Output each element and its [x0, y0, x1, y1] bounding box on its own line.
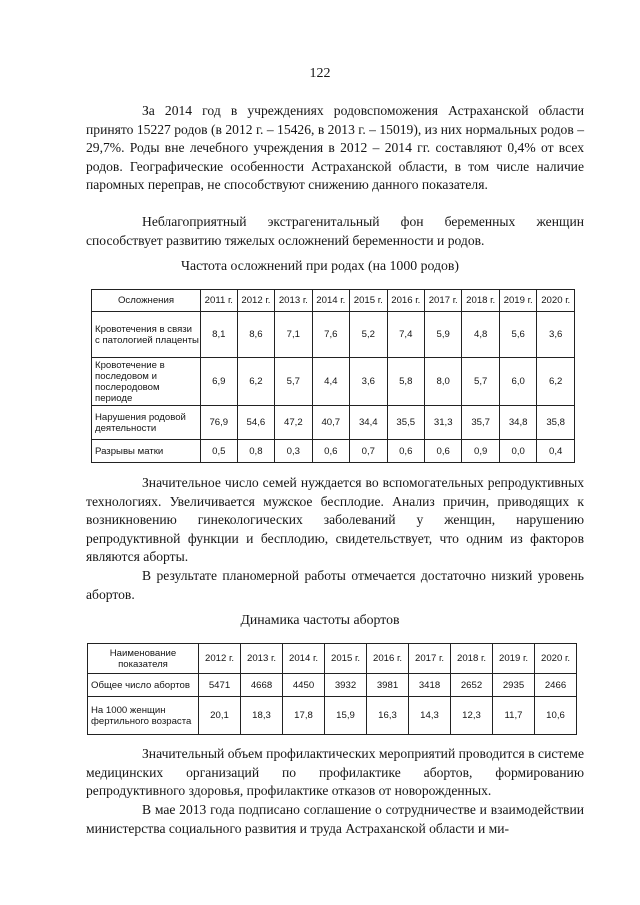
table-cell: 31,3 [424, 406, 461, 440]
table-cell: 14,3 [409, 697, 451, 735]
row-label: Кровотечения в связи с патологией плаценты [92, 312, 201, 358]
table-cell: 3932 [325, 674, 367, 697]
table-cell: 0,0 [499, 440, 536, 463]
table2-year-header: 2014 г. [283, 644, 325, 674]
paragraph-abortion-level: В результате планомерной работы отмечается достаточно низкий уровень абортов. [86, 568, 584, 602]
table-row [88, 697, 577, 735]
table-cell: 5,6 [499, 312, 536, 358]
table-cell: 4,8 [462, 312, 499, 358]
table-cell: 0,3 [275, 440, 312, 463]
table-cell: 8,1 [201, 312, 238, 358]
table1-year-header: 2018 г. [462, 290, 499, 312]
table-row [92, 358, 575, 406]
table-cell: 5471 [199, 674, 241, 697]
table1-caption: Частота осложнений при родах (на 1000 родов) [180, 258, 460, 273]
table1-year-header: 2013 г. [275, 290, 312, 312]
table1-header-row [92, 290, 575, 312]
table-cell: 7,1 [275, 312, 312, 358]
page-number: 122 [309, 66, 331, 81]
table-cell: 0,4 [537, 440, 575, 463]
table1-corner-header: Осложнения [92, 290, 201, 312]
table-cell: 12,3 [451, 697, 493, 735]
table-cell: 8,0 [424, 358, 461, 406]
paragraph-agreement: В мае 2013 года подписано соглашение о сотрудничестве и взаимодействии министерства социального развития и труда Астраханской области и ми- [86, 802, 584, 836]
table-cell: 3,6 [350, 358, 387, 406]
table2-year-header: 2019 г. [493, 644, 535, 674]
table-cell: 2652 [451, 674, 493, 697]
table-cell: 8,6 [237, 312, 274, 358]
paragraph-prevention: Значительный объем профилактических мероприятий проводится в системе медицинских организаций по профилактике абортов, формированию репродуктивного здоровья, профилактике отказов от новорожденных. [86, 746, 584, 799]
table-cell: 3,6 [537, 312, 575, 358]
table2-year-header: 2012 г. [199, 644, 241, 674]
table-cell: 11,7 [493, 697, 535, 735]
table-cell: 35,7 [462, 406, 499, 440]
table2-year-header: 2018 г. [451, 644, 493, 674]
row-label: На 1000 женщин фертильного возраста [88, 697, 199, 735]
paragraph-births: За 2014 год в учреждениях родовспоможения Астраханской области принято 15227 родов (в 2012 г. – 15426, в 2013 г. – 15019), из них нормальных родов – 29,7%. Роды вне лечебного учреждения в 2012 – 2014 гг. составляют 0,4% от всех родов. Географические особенности Астраханской области, в том числе наличие паромных переправ, не способствуют снижению данного показателя. [86, 103, 584, 193]
table-cell: 5,2 [350, 312, 387, 358]
row-label: Разрывы матки [92, 440, 201, 463]
table-cell: 10,6 [535, 697, 577, 735]
table2-year-header: 2016 г. [367, 644, 409, 674]
row-label: Нарушения родовой деятельности [92, 406, 201, 440]
table-row [92, 440, 575, 463]
table2-year-header: 2017 г. [409, 644, 451, 674]
table-cell: 2935 [493, 674, 535, 697]
table-cell: 18,3 [241, 697, 283, 735]
table-cell: 0,9 [462, 440, 499, 463]
table-cell: 4,4 [312, 358, 349, 406]
table-cell: 3981 [367, 674, 409, 697]
table1-year-header: 2015 г. [350, 290, 387, 312]
table1-year-header: 2014 г. [312, 290, 349, 312]
table1-year-header: 2019 г. [499, 290, 536, 312]
paragraph-extragenital: Неблагоприятный экстрагенитальный фон беременных женщин способствует развитию тяжелых осложнений беременности и родов. [86, 214, 584, 248]
table1-year-header: 2017 г. [424, 290, 461, 312]
table-cell: 0,5 [201, 440, 238, 463]
table-cell: 7,4 [387, 312, 424, 358]
table-cell: 5,7 [275, 358, 312, 406]
table2-header-row [88, 644, 577, 674]
table-cell: 6,0 [499, 358, 536, 406]
table-cell: 35,8 [537, 406, 575, 440]
abortion-table [87, 643, 577, 735]
table-cell: 34,4 [350, 406, 387, 440]
table2-caption: Динамика частоты абортов [240, 612, 400, 627]
table-cell: 5,7 [462, 358, 499, 406]
table2-year-header: 2013 г. [241, 644, 283, 674]
table-cell: 0,7 [350, 440, 387, 463]
row-label: Кровотечение в последовом и послеродовом периоде [92, 358, 201, 406]
table-cell: 2466 [535, 674, 577, 697]
table-cell: 34,8 [499, 406, 536, 440]
table-cell: 5,9 [424, 312, 461, 358]
table1-year-header: 2012 г. [237, 290, 274, 312]
table-cell: 6,9 [201, 358, 238, 406]
table-cell: 3418 [409, 674, 451, 697]
table-cell: 4450 [283, 674, 325, 697]
table2-year-header: 2020 г. [535, 644, 577, 674]
table-cell: 6,2 [237, 358, 274, 406]
table-cell: 40,7 [312, 406, 349, 440]
table-cell: 7,6 [312, 312, 349, 358]
paragraph-reproductive: Значительное число семей нуждается во вспомогательных репродуктивных технологиях. Увеличивается мужское бесплодие. Анализ причин, приводящих к возникновению гинекологических заболеваний у женщин, нарушению репродуктивной функции и бесплодию, свидетельствует, что одним из факторов являются аборты. [86, 475, 584, 565]
table-cell: 0,6 [312, 440, 349, 463]
table-cell: 15,9 [325, 697, 367, 735]
row-label: Общее число абортов [88, 674, 199, 697]
table-row [88, 674, 577, 697]
table-cell: 35,5 [387, 406, 424, 440]
table-cell: 0,8 [237, 440, 274, 463]
table-cell: 6,2 [537, 358, 575, 406]
table-cell: 76,9 [201, 406, 238, 440]
table-cell: 0,6 [387, 440, 424, 463]
table1-year-header: 2016 г. [387, 290, 424, 312]
table-cell: 0,6 [424, 440, 461, 463]
table-cell: 20,1 [199, 697, 241, 735]
table-cell: 5,8 [387, 358, 424, 406]
complications-table [91, 289, 575, 463]
table-row [92, 312, 575, 358]
table2-year-header: 2015 г. [325, 644, 367, 674]
table-cell: 17,8 [283, 697, 325, 735]
table1-year-header: 2011 г. [201, 290, 238, 312]
table-row [92, 406, 575, 440]
table2-corner-header: Наименование показателя [88, 644, 199, 674]
table-cell: 16,3 [367, 697, 409, 735]
table-cell: 4668 [241, 674, 283, 697]
table-cell: 54,6 [237, 406, 274, 440]
table-cell: 47,2 [275, 406, 312, 440]
table1-year-header: 2020 г. [537, 290, 575, 312]
